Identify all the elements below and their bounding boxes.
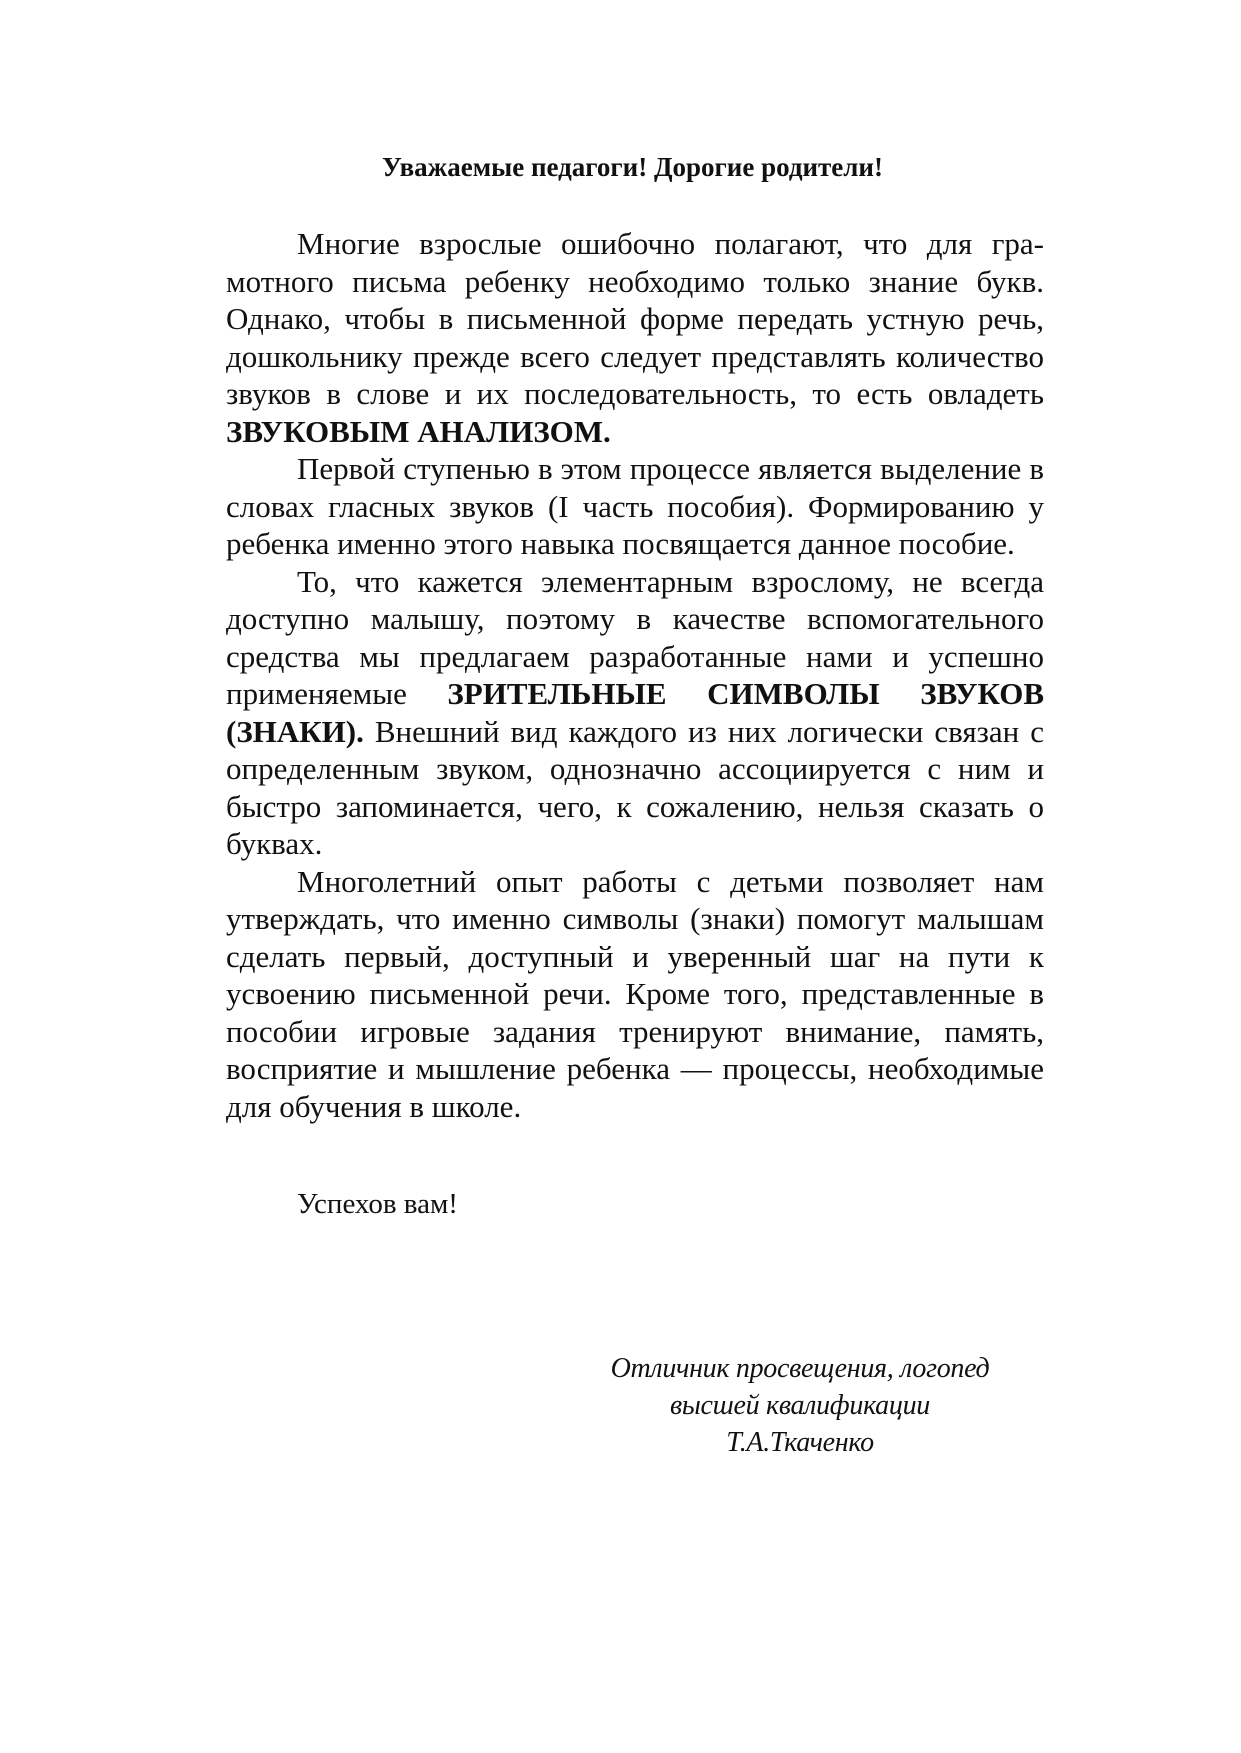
author-signature (540, 1350, 1060, 1461)
paragraph-4-text: Многолетний опыт работы с детьми позволяет нам утверждать, что именно символы (знаки) помогут малышам сделать первый, доступный и уверенный шаг на пути к усвоению письменной речи. Кроме того, представленные в пособии игровые задания тренируют внимание, память, восприятие и мышление ребенка — процессы, необходимые для обучения в школе. (226, 863, 1044, 1124)
signature-line-title: Отличник просвещения, логопед (610, 1353, 990, 1384)
closing-wish: Успехов вам! (297, 1188, 458, 1220)
paragraph-3-text-end: Внешний вид каждого из них логически связан с определенным звуком, однозначно ассоциируется с ним и быстро запоминается, чего, к сожалению, нельзя сказать о буквах. (226, 713, 1044, 861)
signature-line-name: Т.А.Ткаченко (726, 1427, 874, 1458)
paragraph-4 (226, 863, 1044, 1126)
paragraph-3-text-start: То, что кажется элементарным взрослому, не всегда доступно малышу, поэтому в качестве вспомогательного средства мы предлагаем разработанные нами и успешно применяемые (226, 563, 1044, 711)
paragraph-1-text: Многие взрослые ошибочно полагают, что для грамотного письма ребенку необходимо только знание букв. Однако, чтобы в письменной форме передать устную речь, дошкольнику прежде всего следует представлять количество звуков в слове и их последовательность, то есть овладеть (226, 226, 1044, 411)
paragraph-3 (226, 563, 1044, 863)
paragraph-2 (226, 450, 1044, 563)
paragraph-2-text: Первой ступенью в этом процессе является выделение в словах гласных звуков (I часть пособия). Формированию у ребенка именно этого навыка посвящается данное пособие. (226, 451, 1044, 561)
paragraph-3-emphasis: ЗРИТЕЛЬНЫЕ СИМВОЛЫ ЗВУКОВ (ЗНАКИ). (226, 676, 1045, 749)
body-text (226, 225, 1044, 1125)
greeting-title: Уважаемые педагоги! Дорогие родители! (382, 152, 883, 182)
signature-line-qualification: высшей квалификации (670, 1390, 930, 1421)
paragraph-1-emphasis: ЗВУКОВЫМ АНАЛИЗОМ. (226, 413, 611, 449)
paragraph-1 (226, 225, 1044, 450)
